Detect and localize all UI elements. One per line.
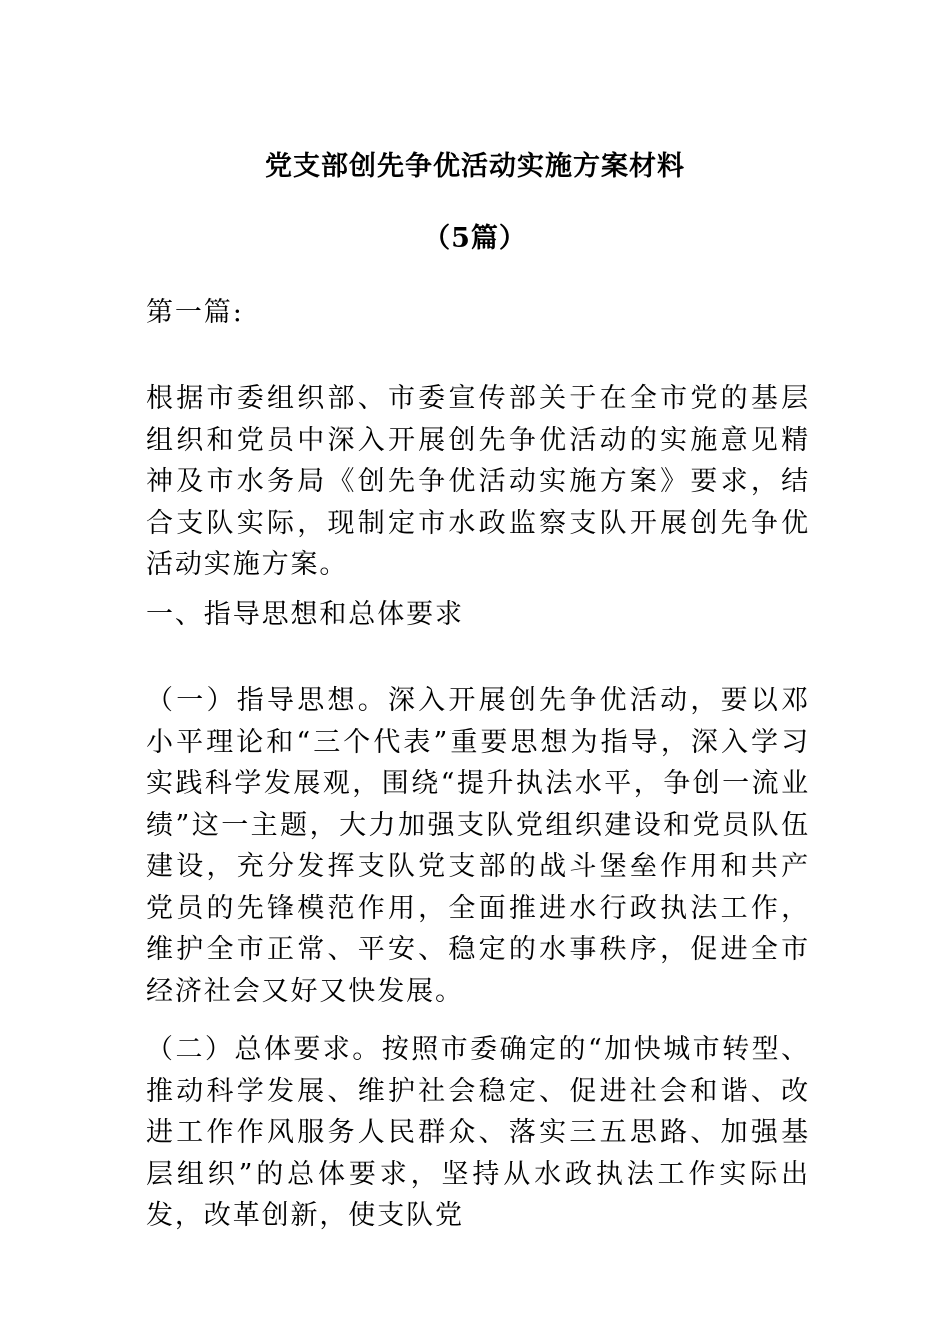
section-heading: 一、指导思想和总体要求	[146, 599, 464, 630]
guiding-ideology-paragraph: （一）指导思想。深入开展创先争优活动，要以邓小平理论和“三个代表”重要思想为指导，深入学习实践科学发展观，围绕“提升执法水平，争创一流业绩”这一主题，大力加强支队党组织建设和党员队伍建设，充分发挥支队党支部的战斗堡垒作用和共产党员的先锋模范作用，全面推进水行政执法工作，维护全市正常、平安、稳定的水事秩序，促进全市经济社会又好又快发展。	[146, 685, 810, 1007]
document-subtitle: （5篇）	[423, 223, 527, 254]
part-label: 第一篇:	[146, 297, 244, 328]
general-requirements-paragraph: （二）总体要求。按照市委确定的“加快城市转型、推动科学发展、维护社会稳定、促进社会和谐、改进工作作风服务人民群众、落实三五思路、加强基层组织”的总体要求，坚持从水政执法工作实际出发，改革创新，使支队党	[146, 1034, 810, 1231]
intro-paragraph: 根据市委组织部、市委宣传部关于在全市党的基层组织和党员中深入开展创先争优活动的实施意见精神及市水务局《创先争优活动实施方案》要求，结合支队实际，现制定市水政监察支队开展创先争优活动实施方案。	[146, 383, 810, 580]
document-title: 党支部创先争优活动实施方案材料	[265, 151, 685, 182]
